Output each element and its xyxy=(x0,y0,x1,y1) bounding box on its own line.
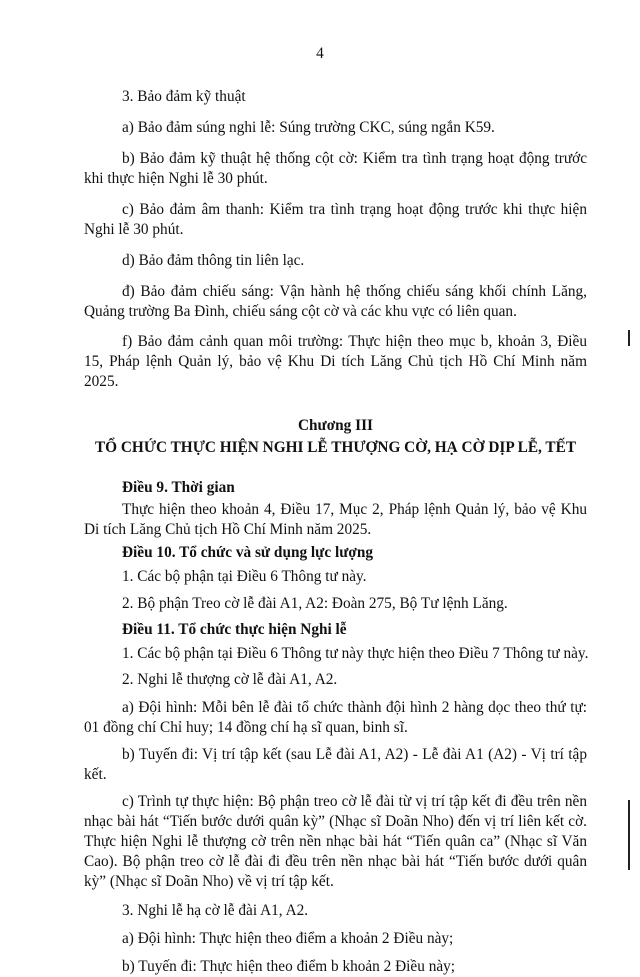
section3-heading: 3. Bảo đảm kỹ thuật xyxy=(122,88,246,105)
article11-item-2b: b) Tuyến đi: Vị trí tập kết (sau Lễ đài A1, A2) - Lễ đài A1 (A2) - Vị trí tập kết. xyxy=(84,746,587,783)
article10-heading: Điều 10. Tổ chức và sử dụng lực lượng xyxy=(122,544,374,561)
scan-edge-mark xyxy=(628,800,630,870)
section3-item-a: a) Bảo đảm súng nghi lễ: Súng trường CKC, súng ngắn K59. xyxy=(122,119,495,136)
section3-item-dd: đ) Bảo đảm chiếu sáng: Vận hành hệ thống chiếu sáng khối chính Lăng, Quảng trường Ba Đình, chiếu sáng cột cờ và các khu vực có liên quan. xyxy=(84,283,587,320)
chapter-label: Chương III xyxy=(297,417,374,434)
article11-item-3a: a) Đội hình: Thực hiện theo điểm a khoản 2 Điều này; xyxy=(122,930,454,947)
article11-item-2a: a) Đội hình: Mỗi bên lễ đài tổ chức thành đội hình 2 hàng dọc theo thứ tự: 01 đồng chí Chỉ huy; 14 đồng chí hạ sĩ quan, binh sĩ. xyxy=(84,699,587,736)
article11-item-2: 2. Nghi lễ thượng cờ lễ đài A1, A2. xyxy=(122,671,338,688)
scan-edge-mark xyxy=(628,330,630,346)
article11-item-3: 3. Nghi lễ hạ cờ lễ đài A1, A2. xyxy=(122,902,309,919)
article11-heading: Điều 11. Tổ chức thực hiện Nghi lễ xyxy=(122,621,347,638)
article11-item-3b: b) Tuyến đi: Thực hiện theo điểm b khoản 2 Điều này; xyxy=(122,958,456,975)
section3-item-c: c) Bảo đảm âm thanh: Kiểm tra tình trạng hoạt động trước khi thực hiện Nghi lễ 30 phút. xyxy=(84,201,587,238)
document-body xyxy=(84,87,587,977)
section3-item-f: f) Bảo đảm cảnh quan môi trường: Thực hiện theo mục b, khoản 3, Điều 15, Pháp lệnh Quản lý, bảo vệ Khu Di tích Lăng Chủ tịch Hồ Chí Minh năm 2025. xyxy=(84,333,587,390)
section3-item-d: d) Bảo đảm thông tin liên lạc. xyxy=(122,252,305,269)
article10-item-2: 2. Bộ phận Treo cờ lễ đài A1, A2: Đoàn 275, Bộ Tư lệnh Lăng. xyxy=(122,595,508,612)
article9-text: Thực hiện theo khoản 4, Điều 17, Mục 2, Pháp lệnh Quản lý, bảo vệ Khu Di tích Lăng Chủ tịch Hồ Chí Minh năm 2025. xyxy=(84,501,587,538)
chapter-title: TỔ CHỨC THỰC HIỆN NGHI LỄ THƯỢNG CỜ, HẠ CỜ DỊP LỄ, TẾT xyxy=(94,439,577,456)
section3-item-b: b) Bảo đảm kỹ thuật hệ thống cột cờ: Kiểm tra tình trạng hoạt động trước khi thực hiện Nghi lễ 30 phút. xyxy=(84,150,587,187)
article11-item-2c: c) Trình tự thực hiện: Bộ phận treo cờ lễ đài từ vị trí tập kết đi đều trên nền nhạc bài hát “Tiến bước dưới quân kỳ” (Nhạc sĩ Doãn Nho) đến vị trí liên kết cờ. Thực hiện Nghi lễ thượng cờ trên nền nhạc bài hát “Tiến quân ca” (Nhạc sĩ Văn Cao). Bộ phận treo cờ lễ đài đi đều trên nền nhạc bài hát “Tiến bước dưới quân kỳ” (Nhạc sĩ Doãn Nho) về vị trí tập kết. xyxy=(84,793,587,890)
article11-item-1: 1. Các bộ phận tại Điều 6 Thông tư này thực hiện theo Điều 7 Thông tư này. xyxy=(122,645,589,662)
article10-item-1: 1. Các bộ phận tại Điều 6 Thông tư này. xyxy=(122,568,367,585)
page-number: 4 xyxy=(316,45,324,62)
article9-heading: Điều 9. Thời gian xyxy=(122,479,235,496)
